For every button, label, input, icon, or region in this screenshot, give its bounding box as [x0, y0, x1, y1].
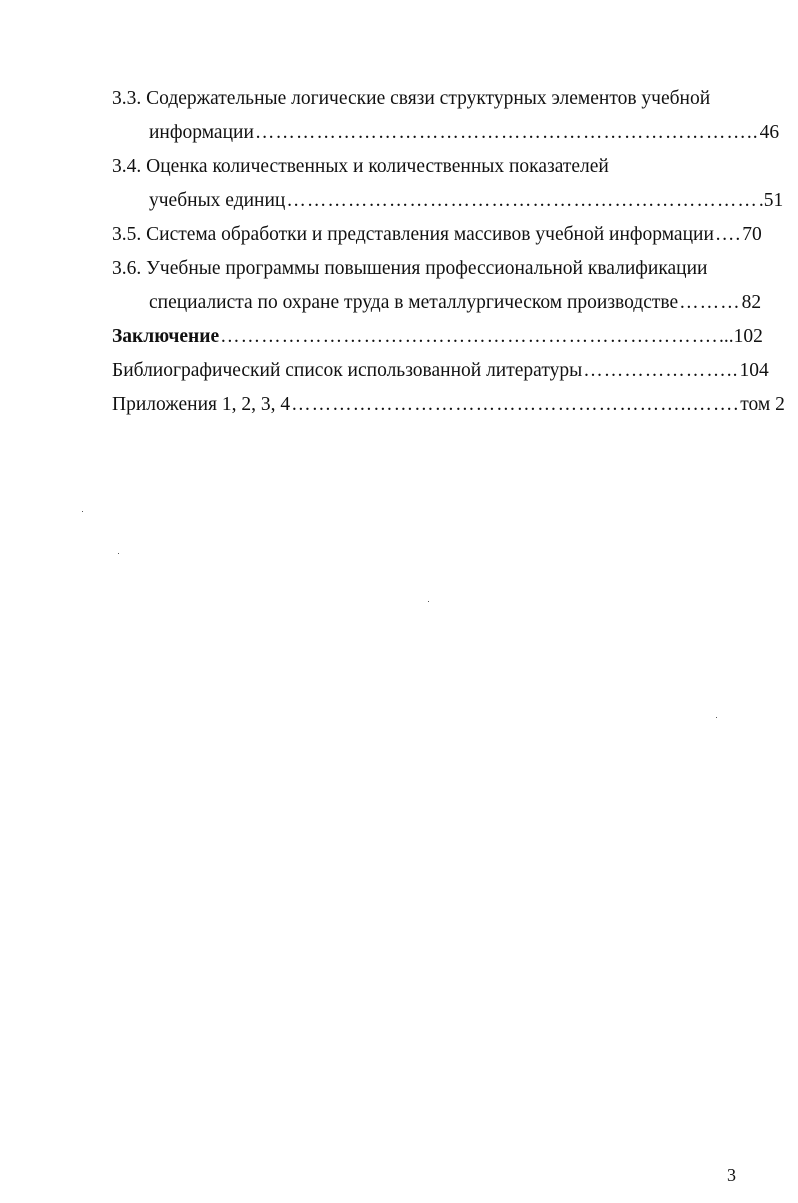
- toc-leader-dots: ……………………………………………………………….: [220, 326, 719, 347]
- scan-speck: [428, 601, 429, 602]
- toc-entry-number: 3.5.: [112, 224, 142, 245]
- toc-page-number: 70: [742, 224, 762, 245]
- toc-entry-conclusion: [112, 320, 763, 354]
- toc-entry-title: Содержательные логические связи структурных элементов учебной: [146, 88, 711, 109]
- toc-entry-3-4-line2: [112, 184, 784, 218]
- toc-page-number: 82: [741, 292, 762, 313]
- toc-entry-appendices: [112, 388, 785, 422]
- toc-leader-dots: …………………………………………………..…….: [291, 394, 740, 415]
- scan-speck: [118, 553, 119, 554]
- toc-leader-dots: ….: [714, 224, 742, 245]
- toc-entry-number: 3.3.: [112, 88, 142, 109]
- toc-entry-3-6-line1: [112, 252, 738, 286]
- toc-entry-3-4-line1: [112, 150, 738, 184]
- toc-entry-title: Учебные программы повышения профессиональной квалификации: [146, 258, 708, 279]
- toc-entry-number: 3.4.: [112, 156, 142, 177]
- toc-page-number: 104: [739, 360, 769, 381]
- toc-entry-3-3-line2: [112, 116, 780, 150]
- scan-speck: [82, 511, 83, 512]
- toc-leader-dots: ………………………………………………………………..: [254, 122, 759, 143]
- toc-entry-title-cont: информации: [149, 122, 254, 143]
- toc-entry-title: Библиографический список использованной литературы: [112, 360, 583, 381]
- toc-entry-3-3-line1: [112, 82, 738, 116]
- toc-leader-dots: ………: [679, 292, 741, 313]
- toc-entry-title-cont: специалиста по охране труда в металлургическом производстве: [149, 292, 679, 313]
- table-of-contents: [112, 82, 785, 422]
- toc-page-number: .51: [758, 190, 784, 211]
- toc-entry-3-6-line2: [112, 286, 762, 320]
- toc-leader-dots: ……………………………………………………………: [286, 190, 758, 211]
- toc-entry-number: 3.6.: [112, 258, 142, 279]
- toc-entry-title: Приложения 1, 2, 3, 4: [112, 394, 291, 415]
- toc-entry-3-5: [112, 218, 762, 252]
- toc-entry-bibliography: [112, 354, 769, 388]
- toc-entry-title: Оценка количественных и количественных показателей: [146, 156, 609, 177]
- page-number: 3: [727, 1165, 736, 1185]
- toc-entry-title-cont: учебных единиц: [149, 190, 286, 211]
- toc-page-number: 46: [759, 122, 780, 143]
- toc-entry-title: Заключение: [112, 326, 220, 347]
- toc-page-number: ...102: [719, 326, 763, 347]
- toc-leader-dots: …………………..: [583, 360, 739, 381]
- toc-page-number: том 2: [740, 394, 785, 415]
- toc-entry-title: Система обработки и представления массивов учебной информации: [146, 224, 714, 245]
- scan-speck: [716, 717, 717, 718]
